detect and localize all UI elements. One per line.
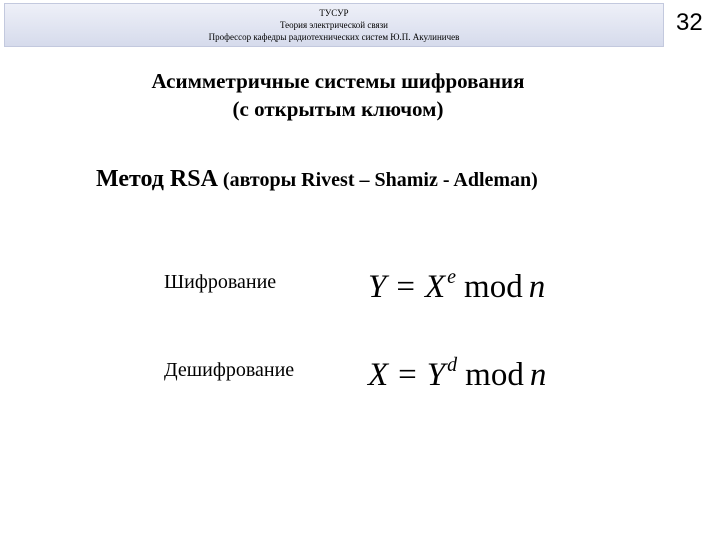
header-author: Профессор кафедры радиотехнических систем Ю.П. Акулиничев [208,32,460,42]
formula-mod: mod [465,357,524,393]
encryption-formula [368,257,545,307]
formula-base: X [424,269,446,305]
header-course: Теория электрической связи [279,20,388,30]
method-authors: (авторы Rivest – Shamiz - Adleman) [217,169,538,191]
formula-modulus: n [529,357,547,393]
formula-base: Y [426,357,446,393]
formula-equals: = [396,269,415,305]
formula-modulus: n [528,269,546,305]
slide-subtitle: (с открытым ключом) [232,97,444,121]
encryption-label: Шифрование [164,271,277,293]
slide-title: Асимметричные системы шифрования [151,69,525,93]
header-university: ТУСУР [319,8,349,18]
method-heading [96,164,538,195]
formula-mod: mod [464,269,523,305]
formula-lhs: X [368,357,389,393]
method-name: Метод RSA [96,166,218,192]
formula-exponent: d [447,354,458,376]
decryption-formula [368,345,546,395]
slide-number: 32 [676,9,703,36]
formula-equals: = [398,357,417,393]
formula-lhs: Y [368,269,387,305]
decryption-label: Дешифрование [164,359,295,381]
formula-exponent: e [447,266,457,288]
